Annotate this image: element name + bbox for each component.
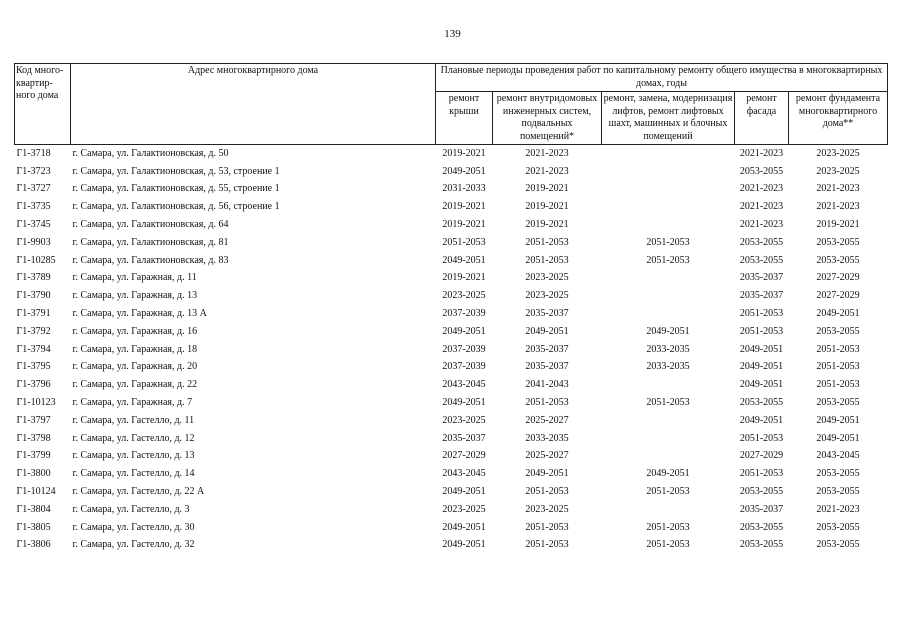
cell-elevators	[602, 305, 735, 323]
cell-foundation: 2053-2055	[816, 325, 860, 337]
cell-address: г. Самара, ул. Галактионовская, д. 81	[72, 236, 229, 248]
cell-systems: 2041-2043	[525, 379, 569, 391]
cell-address: г. Самара, ул. Гастелло, д. 14	[72, 468, 195, 480]
table-row	[15, 483, 888, 501]
cell-facade: 2051-2053	[739, 325, 784, 337]
table-row	[15, 412, 888, 430]
table-row	[15, 430, 888, 448]
header-code: Код много-квартир-ного дома	[15, 64, 71, 145]
cell-foundation: 2053-2055	[816, 254, 860, 266]
cell-systems: 2019-2021	[525, 183, 569, 195]
cell-facade: 2053-2055	[739, 397, 784, 409]
cell-address: г. Самара, ул. Галактионовская, д. 56, строение 1	[72, 201, 280, 213]
cell-elevators: 2051-2053	[646, 486, 690, 498]
cell-address: г. Самара, ул. Гастелло, д. 30	[72, 521, 195, 533]
cell-code: Г1-3727	[16, 183, 51, 195]
cell-systems: 2019-2021	[525, 201, 569, 213]
cell-facade: 2053-2055	[739, 486, 784, 498]
cell-address: г. Самара, ул. Гастелло, д. 12	[72, 432, 195, 444]
cell-code: Г1-3798	[16, 432, 51, 444]
cell-roof: 2051-2053	[442, 236, 486, 248]
cell-code: Г1-3794	[16, 343, 51, 355]
cell-roof: 2027-2029	[442, 450, 486, 462]
cell-foundation: 2053-2055	[816, 539, 860, 551]
cell-roof: 2049-2051	[442, 486, 486, 498]
cell-elevators: 2049-2051	[646, 325, 690, 337]
cell-systems: 2023-2025	[525, 272, 569, 284]
cell-foundation: 2053-2055	[816, 486, 860, 498]
cell-elevators	[602, 412, 735, 430]
cell-systems: 2035-2037	[525, 361, 569, 373]
cell-facade: 2049-2051	[739, 361, 784, 373]
cell-code: Г1-10124	[16, 486, 56, 498]
cell-address: г. Самара, ул. Гастелло, д. 11	[72, 414, 195, 426]
cell-systems: 2023-2025	[525, 290, 569, 302]
cell-address: г. Самара, ул. Гаражная, д. 18	[72, 343, 198, 355]
cell-systems: 2025-2027	[525, 414, 569, 426]
cell-roof: 2023-2025	[442, 503, 486, 515]
table-row	[15, 501, 888, 519]
cell-elevators	[602, 287, 735, 305]
cell-code: Г1-3718	[15, 145, 71, 163]
cell-foundation: 2027-2029	[816, 272, 860, 284]
cell-roof: 2049-2051	[442, 325, 486, 337]
cell-foundation: 2021-2023	[816, 201, 860, 213]
header-roof: ремонт крыши	[436, 92, 493, 145]
table-row	[15, 198, 888, 216]
cell-roof: 2037-2039	[442, 343, 486, 355]
cell-systems: 2019-2021	[525, 219, 569, 231]
cell-facade: 2021-2023	[739, 219, 784, 231]
cell-systems: 2051-2053	[525, 486, 569, 498]
cell-code: Г1-3735	[16, 201, 51, 213]
table-row	[15, 537, 888, 555]
cell-code: Г1-3800	[16, 468, 51, 480]
cell-systems: 2051-2053	[525, 236, 569, 248]
cell-roof: 2049-2051	[442, 165, 486, 177]
cell-roof: 2049-2051	[442, 521, 486, 533]
cell-roof: 2023-2025	[442, 414, 486, 426]
cell-roof: 2049-2051	[442, 539, 486, 551]
cell-elevators	[602, 163, 735, 181]
table-row	[15, 287, 888, 305]
cell-facade: 2053-2055	[739, 539, 784, 551]
cell-facade: 2049-2051	[739, 343, 784, 355]
cell-facade: 2051-2053	[739, 432, 784, 444]
table-row	[15, 359, 888, 377]
cell-code: Г1-3805	[16, 521, 51, 533]
cell-elevators: 2033-2035	[646, 343, 690, 355]
cell-code: Г1-3796	[16, 379, 51, 391]
cell-foundation: 2027-2029	[816, 290, 860, 302]
cell-code: Г1-3790	[16, 290, 51, 302]
header-facade: ремонт фасада	[735, 92, 789, 145]
cell-facade: 2035-2037	[739, 503, 784, 515]
cell-elevators: 2051-2053	[646, 521, 690, 533]
table-header	[15, 64, 888, 145]
cell-address: г. Самара, ул. Гаражная, д. 11	[72, 272, 197, 284]
cell-elevators: 2033-2035	[646, 361, 690, 373]
cell-roof: 2049-2051	[442, 397, 486, 409]
cell-address: г. Самара, ул. Гастелло, д. 22 А	[72, 486, 205, 498]
cell-elevators	[602, 216, 735, 234]
cell-roof: 2049-2051	[442, 254, 486, 266]
cell-systems: 2049-2051	[525, 468, 569, 480]
cell-facade: 2021-2023	[739, 183, 784, 195]
header-address: Адрес многоквартирного дома	[71, 64, 436, 145]
cell-address: г. Самара, ул. Галактионовская, д. 55, строение 1	[72, 183, 280, 195]
cell-roof: 2031-2033	[442, 183, 486, 195]
cell-facade: 2053-2055	[739, 165, 784, 177]
cell-facade: 2021-2023	[739, 201, 784, 213]
cell-address: г. Самара, ул. Гастелло, д. 32	[72, 539, 195, 551]
table-body	[15, 145, 888, 555]
cell-elevators: 2051-2053	[646, 397, 690, 409]
cell-systems: 2021-2023	[493, 145, 602, 163]
table-row	[15, 323, 888, 341]
cell-address: г. Самара, ул. Галактионовская, д. 53, строение 1	[72, 165, 280, 177]
cell-code: Г1-3797	[16, 414, 51, 426]
cell-foundation: 2043-2045	[816, 450, 860, 462]
cell-foundation: 2049-2051	[816, 414, 860, 426]
cell-roof: 2019-2021	[442, 272, 486, 284]
cell-facade: 2053-2055	[739, 521, 784, 533]
cell-address: г. Самара, ул. Гаражная, д. 13	[72, 290, 198, 302]
cell-systems: 2021-2023	[525, 165, 569, 177]
cell-roof: 2035-2037	[442, 432, 486, 444]
cell-foundation: 2051-2053	[816, 379, 860, 391]
cell-foundation: 2053-2055	[816, 468, 860, 480]
header-elevators: ремонт, замена, модернизация лифтов, ремонт лифтовых шахт, машинных и блочных помещений	[602, 92, 735, 145]
cell-code: Г1-3745	[16, 219, 51, 231]
cell-code: Г1-3789	[16, 272, 51, 284]
cell-elevators	[602, 501, 735, 519]
cell-address: г. Самара, ул. Галактионовская, д. 83	[72, 254, 229, 266]
table-row	[15, 394, 888, 412]
cell-code: Г1-3804	[16, 503, 51, 515]
cell-address: г. Самара, ул. Галактионовская, д. 50	[71, 145, 436, 163]
cell-foundation: 2051-2053	[816, 343, 860, 355]
cell-facade: 2053-2055	[739, 254, 784, 266]
cell-address: г. Самара, ул. Гастелло, д. 3	[72, 503, 190, 515]
header-systems: ремонт внутридомовых инженерных систем, подвальных помещений*	[493, 92, 602, 145]
cell-roof: 2037-2039	[442, 361, 486, 373]
cell-systems: 2025-2027	[525, 450, 569, 462]
cell-elevators	[602, 181, 735, 199]
cell-systems: 2051-2053	[525, 397, 569, 409]
cell-roof: 2019-2021	[436, 145, 493, 163]
cell-roof: 2019-2021	[442, 219, 486, 231]
table-row	[15, 181, 888, 199]
cell-foundation: 2023-2025	[789, 145, 888, 163]
cell-foundation: 2019-2021	[816, 219, 860, 231]
cell-systems: 2033-2035	[525, 432, 569, 444]
cell-code: Г1-10285	[16, 254, 56, 266]
cell-address: г. Самара, ул. Гаражная, д. 22	[72, 379, 198, 391]
table-row	[15, 216, 888, 234]
cell-elevators	[602, 270, 735, 288]
cell-address: г. Самара, ул. Гаражная, д. 13 А	[72, 308, 207, 320]
cell-facade: 2035-2037	[739, 290, 784, 302]
cell-facade: 2035-2037	[739, 272, 784, 284]
cell-systems: 2051-2053	[525, 254, 569, 266]
cell-systems: 2023-2025	[525, 503, 569, 515]
cell-code: Г1-9903	[16, 236, 51, 248]
cell-address: г. Самара, ул. Галактионовская, д. 64	[72, 219, 229, 231]
header-foundation: ремонт фундамента многоквартирного дома**	[789, 92, 888, 145]
table-row	[15, 465, 888, 483]
cell-systems: 2035-2037	[525, 308, 569, 320]
cell-foundation: 2053-2055	[816, 397, 860, 409]
cell-elevators	[602, 198, 735, 216]
table-row	[15, 305, 888, 323]
cell-foundation: 2051-2053	[816, 361, 860, 373]
cell-address: г. Самара, ул. Гаражная, д. 16	[72, 325, 198, 337]
cell-foundation: 2021-2023	[816, 503, 860, 515]
cell-elevators: 2051-2053	[646, 236, 690, 248]
cell-code: Г1-3806	[16, 539, 51, 551]
cell-foundation: 2049-2051	[816, 432, 860, 444]
cell-elevators: 2051-2053	[646, 539, 690, 551]
cell-foundation: 2053-2055	[816, 521, 860, 533]
table-row	[15, 252, 888, 270]
cell-facade: 2027-2029	[739, 450, 784, 462]
cell-address: г. Самара, ул. Гаражная, д. 7	[72, 397, 193, 409]
cell-code: Г1-3799	[16, 450, 51, 462]
cell-systems: 2051-2053	[525, 521, 569, 533]
cell-elevators	[602, 376, 735, 394]
header-periods: Плановые периоды проведения работ по капитальному ремонту общего имущества в многоквартирных домах, годы	[436, 64, 888, 92]
table-row	[15, 448, 888, 466]
table-row	[15, 519, 888, 537]
table-row	[15, 376, 888, 394]
cell-facade: 2049-2051	[739, 379, 784, 391]
capital-repair-table	[14, 63, 888, 554]
cell-facade: 2051-2053	[739, 308, 784, 320]
cell-roof: 2023-2025	[442, 290, 486, 302]
cell-roof: 2043-2045	[442, 468, 486, 480]
cell-facade: 2049-2051	[739, 414, 784, 426]
cell-elevators	[602, 430, 735, 448]
cell-systems: 2035-2037	[525, 343, 569, 355]
cell-systems: 2049-2051	[525, 325, 569, 337]
cell-code: Г1-3723	[16, 165, 51, 177]
cell-elevators: 2049-2051	[646, 468, 690, 480]
cell-elevators	[602, 448, 735, 466]
cell-elevators: 2051-2053	[646, 254, 690, 266]
cell-foundation: 2053-2055	[816, 236, 860, 248]
cell-foundation: 2049-2051	[816, 308, 860, 320]
cell-address: г. Самара, ул. Гастелло, д. 13	[72, 450, 195, 462]
cell-code: Г1-10123	[16, 397, 56, 409]
table-row	[15, 341, 888, 359]
cell-foundation: 2023-2025	[816, 165, 860, 177]
cell-foundation: 2021-2023	[816, 183, 860, 195]
cell-systems: 2051-2053	[525, 539, 569, 551]
table-row	[15, 145, 888, 163]
cell-roof: 2019-2021	[442, 201, 486, 213]
cell-elevators	[602, 145, 735, 163]
page-number: 139	[444, 28, 461, 40]
cell-code: Г1-3792	[16, 325, 51, 337]
cell-facade: 2053-2055	[739, 236, 784, 248]
table-row	[15, 234, 888, 252]
cell-roof: 2043-2045	[442, 379, 486, 391]
cell-code: Г1-3791	[16, 308, 51, 320]
table-row	[15, 270, 888, 288]
cell-code: Г1-3795	[16, 361, 51, 373]
cell-facade: 2051-2053	[739, 468, 784, 480]
cell-address: г. Самара, ул. Гаражная, д. 20	[72, 361, 198, 373]
cell-facade: 2021-2023	[735, 145, 789, 163]
table-row	[15, 163, 888, 181]
cell-roof: 2037-2039	[442, 308, 486, 320]
